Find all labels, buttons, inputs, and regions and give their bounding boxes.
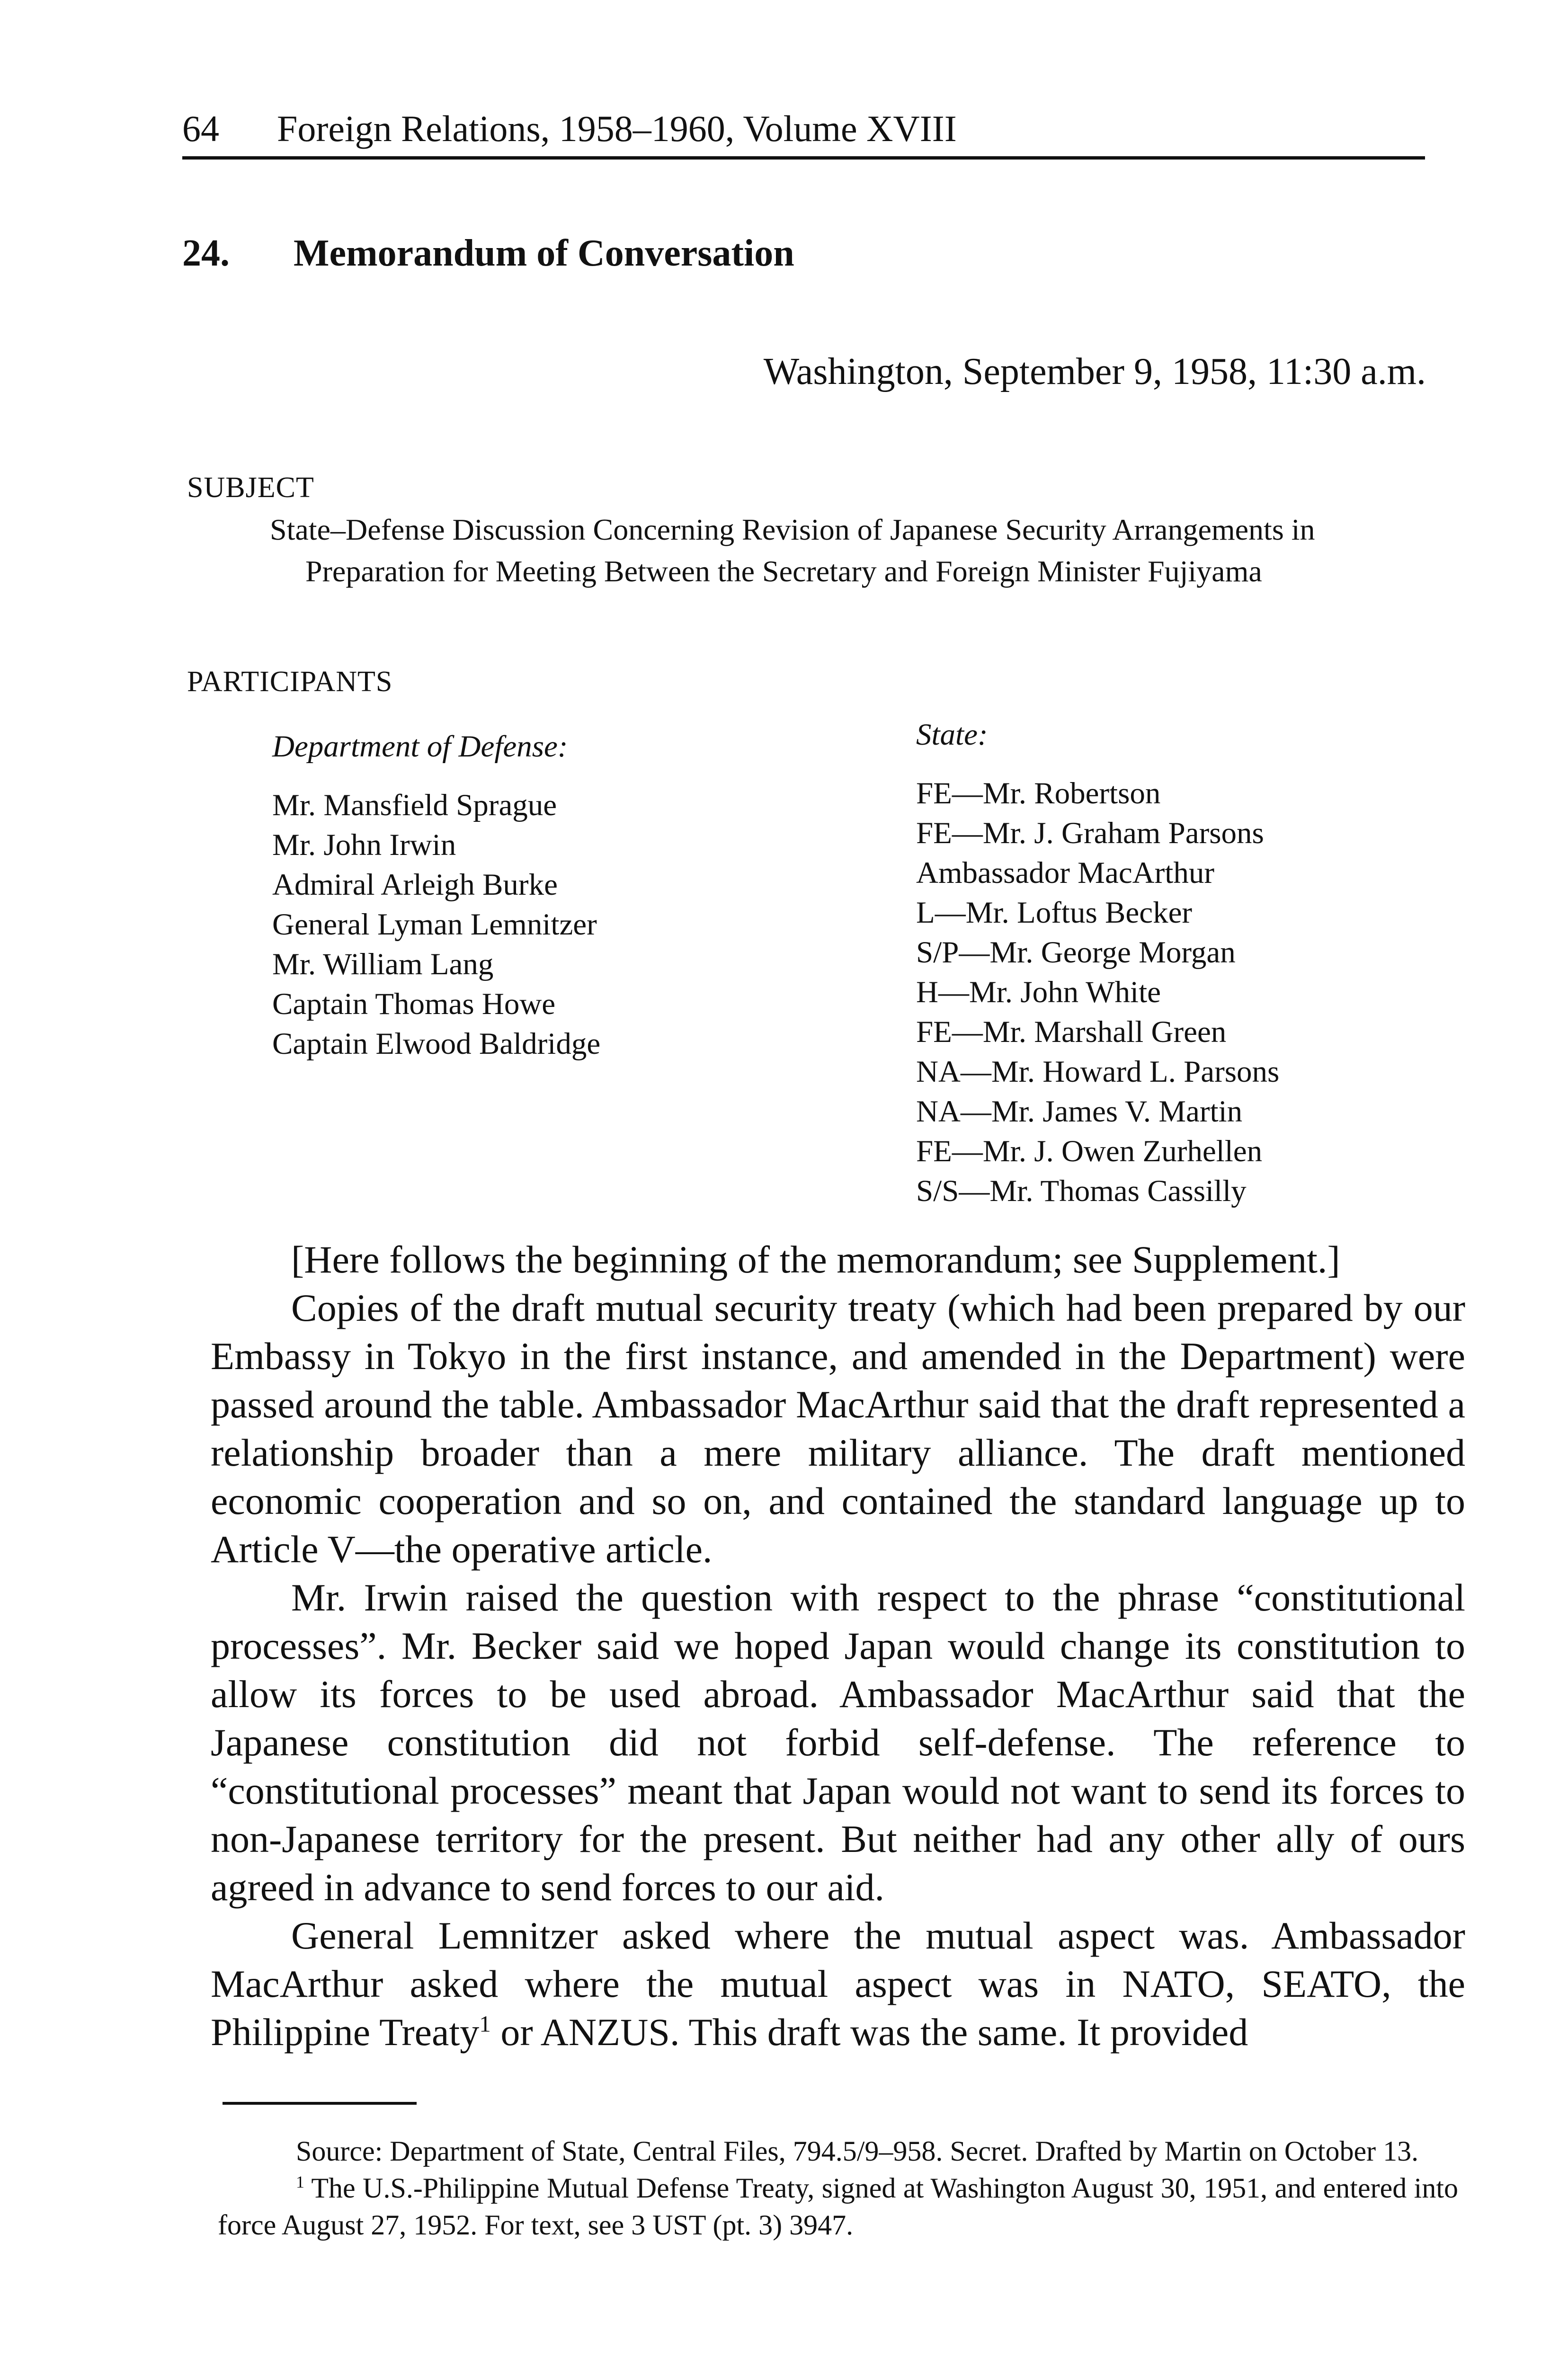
source-note: Source: Department of State, Central Files, 794.5/9–958. Secret. Drafted by Martin on October 13. <box>296 2136 1419 2167</box>
document-title: Memorandum of Conversation <box>294 232 794 274</box>
header-rule <box>182 156 1425 160</box>
running-title: Foreign Relations, 1958–1960, Volume XVIII <box>277 108 957 149</box>
defense-participants <box>272 727 600 1064</box>
list-item: L—Mr. Loftus Becker <box>916 896 1193 930</box>
state-list <box>916 774 1279 1211</box>
footnote-1 <box>218 2170 1458 2243</box>
list-item: NA—Mr. James V. Martin <box>916 1095 1243 1129</box>
state-heading: State: <box>916 718 988 752</box>
footnote-marker: 1 <box>296 2172 304 2191</box>
list-item: S/S—Mr. Thomas Cassilly <box>916 1174 1247 1208</box>
body-paragraph: Copies of the draft mutual security treaty (which had been prepared by our Embassy in Tokyo in the first instance, and amended in the Department) were passed around the table. Ambassador MacArthur said that the draft represented a relationship broader than a mere military alliance. The draft mentioned economic cooperation and so on, and contained the standard language up to Article V—the operative article. <box>211 1286 1465 1571</box>
body-paragraph: [Here follows the beginning of the memorandum; see Supplement.] <box>291 1238 1340 1281</box>
body-paragraph <box>211 1912 1465 2056</box>
defense-heading: Department of Defense: <box>272 730 568 764</box>
list-item: Mr. William Lang <box>272 947 494 981</box>
list-item: Captain Thomas Howe <box>272 987 556 1021</box>
subject-text: State–Defense Discussion Concerning Revision of Japanese Security Arrangements in Preparation for Meeting Between the Secretary and Foreign Minister Fujiyama <box>270 513 1315 588</box>
footnotes <box>218 2133 1458 2243</box>
defense-list <box>272 785 600 1064</box>
paragraph-text: General Lemnitzer asked where the mutual aspect was. Ambassador MacArthur asked where the mutual aspect was in NATO, SEATO, the Philippine Treaty <box>211 1914 1465 2054</box>
list-item: S/P—Mr. George Morgan <box>916 935 1236 970</box>
list-item: Ambassador MacArthur <box>916 856 1214 890</box>
list-item: NA—Mr. Howard L. Parsons <box>916 1055 1280 1089</box>
list-item: Mr. Mansfield Sprague <box>272 788 557 822</box>
dateline: Washington, September 9, 1958, 11:30 a.m. <box>763 351 1426 392</box>
footnote-reference[interactable]: 1 <box>479 2011 491 2037</box>
body-paragraph: Mr. Irwin raised the question with respect to the phrase “constitutional processes”. Mr. Becker said we hoped Japan would change its constitution to allow its forces to be used abroad. Ambassador MacArthur said that the Japanese constitution did not forbid self-defense. The reference to “constitutional processes” meant that Japan would not want to send its forces to non-Japanese territory for the present. But neither had any other ally of ours agreed in advance to send forces to our aid. <box>211 1576 1465 1909</box>
memorandum-body <box>211 1236 1465 2056</box>
list-item: FE—Mr. Robertson <box>916 776 1161 810</box>
document-number: 24. <box>182 232 230 274</box>
paragraph-text: or ANZUS. This draft was the same. It provided <box>490 2011 1248 2054</box>
footnote-rule <box>223 2102 417 2105</box>
page-number: 64 <box>182 108 219 149</box>
list-item: FE—Mr. Marshall Green <box>916 1015 1227 1049</box>
list-item: H—Mr. John White <box>916 975 1161 1009</box>
list-item: FE—Mr. J. Graham Parsons <box>916 816 1264 850</box>
subject-label: SUBJECT <box>187 472 314 504</box>
state-participants <box>916 715 1279 1211</box>
list-item: Captain Elwood Baldridge <box>272 1027 601 1061</box>
list-item: Admiral Arleigh Burke <box>272 868 558 902</box>
list-item: Mr. John Irwin <box>272 828 456 862</box>
footnote-text: The U.S.-Philippine Mutual Defense Treaty, signed at Washington August 30, 1951, and entered into force August 27, 1952. For text, see 3 UST (pt. 3) 3947. <box>218 2172 1458 2241</box>
list-item: FE—Mr. J. Owen Zurhellen <box>916 1134 1263 1168</box>
running-header <box>182 105 1425 152</box>
participants-label: PARTICIPANTS <box>187 666 393 698</box>
list-item: General Lyman Lemnitzer <box>272 908 597 942</box>
document-heading <box>182 232 794 275</box>
